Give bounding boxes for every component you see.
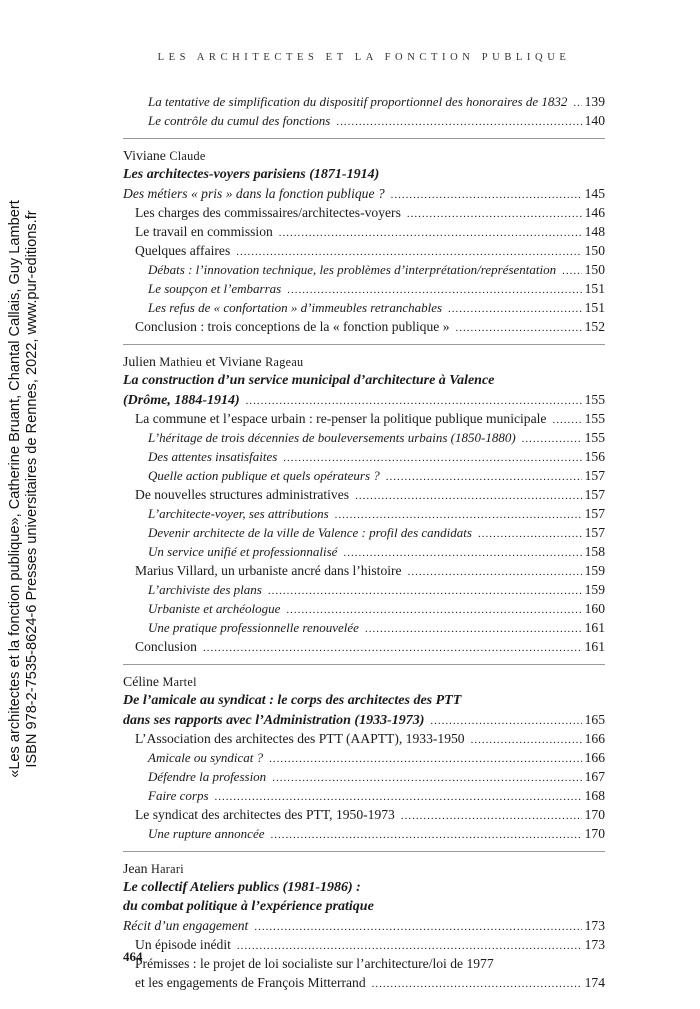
author-surname: Harari — [150, 862, 184, 876]
leader-dots — [562, 262, 582, 281]
toc-entry[interactable] — [123, 317, 605, 336]
page-number: 139 — [584, 94, 605, 109]
leader-dots — [203, 639, 582, 658]
spine-line-1: «Les architectes et la fonction publique», Catherine Bruant, Chantal Callais, Guy Lambert — [7, 200, 23, 778]
page-number: 151 — [584, 281, 605, 296]
leader-dots — [456, 319, 582, 338]
toc-entry[interactable] — [123, 561, 605, 580]
toc-entry[interactable] — [123, 805, 605, 824]
leader-dots — [365, 620, 582, 639]
toc-entry[interactable] — [123, 184, 605, 203]
page-number: 157 — [584, 506, 605, 521]
author-surname: Martel — [162, 675, 197, 689]
entry-title: Débats : l’innovation technique, les problèmes d’interprétation/représentation — [148, 262, 557, 277]
page-number: 148 — [584, 224, 605, 239]
toc-entry[interactable] — [123, 767, 605, 786]
author-surname: Rageau — [265, 355, 304, 369]
entry-title: Le soupçon et l’embarras — [148, 281, 282, 296]
toc-entry[interactable] — [123, 523, 605, 542]
entry-title: Amicale ou syndicat ? — [148, 750, 264, 765]
running-head: LES ARCHITECTES ET LA FONCTION PUBLIQUE — [157, 52, 571, 63]
leader-dots — [448, 300, 582, 319]
leader-dots — [269, 750, 581, 769]
toc-entry[interactable] — [123, 599, 605, 618]
page-number: 155 — [584, 392, 605, 407]
leader-dots — [336, 113, 581, 132]
section-divider — [123, 138, 605, 139]
section-divider — [123, 344, 605, 345]
entry-title: Le contrôle du cumul des fonctions — [148, 113, 331, 128]
entry-title: Faire corps — [148, 788, 209, 803]
page-number: 173 — [584, 918, 605, 933]
page-number: 173 — [584, 937, 605, 952]
toc-entry[interactable] — [123, 409, 605, 428]
page-number: 167 — [584, 769, 605, 784]
toc-entry[interactable] — [123, 580, 605, 599]
toc-entry[interactable] — [123, 279, 605, 298]
page-number: 155 — [584, 411, 605, 426]
entry-title: La commune et l’espace urbain : re-penser la politique publique municipale — [135, 411, 547, 426]
leader-dots — [272, 769, 581, 788]
toc-entry[interactable] — [123, 786, 605, 805]
entry-title: Un épisode inédit — [135, 937, 231, 952]
section-divider — [123, 664, 605, 665]
page-number: 166 — [584, 750, 605, 765]
leader-dots — [401, 807, 582, 826]
leader-dots — [279, 224, 582, 243]
entry-title: Devenir architecte de la ville de Valence : profil des candidats — [148, 525, 472, 540]
toc-entry[interactable] — [123, 260, 605, 279]
leader-dots — [408, 563, 582, 582]
entry-title: Un service unifié et professionnalisé — [148, 544, 338, 559]
toc-entry[interactable] — [123, 954, 605, 973]
chapter-author: Jean Harari — [123, 861, 184, 876]
leader-dots — [372, 975, 582, 994]
toc-entry[interactable] — [123, 222, 605, 241]
entry-title: La tentative de simplification du dispositif proportionnel des honoraires de 1832 — [148, 94, 568, 109]
entry-title: Le syndicat des architectes des PTT, 1950-1973 — [135, 807, 395, 822]
page-number: 145 — [584, 186, 605, 201]
leader-dots — [271, 826, 582, 845]
entry-title: Récit d’un engagement — [123, 918, 249, 933]
entry-title: L’architecte-voyer, ses attributions — [148, 506, 329, 521]
page-number: 150 — [584, 243, 605, 258]
page-number: 159 — [584, 582, 605, 597]
page-number: 151 — [584, 300, 605, 315]
chapter-title[interactable]: dans ses rapports avec l’Administration (1933-1973) ..... 165 — [123, 710, 605, 729]
page-number: 165 — [584, 712, 605, 727]
toc-entry[interactable] — [123, 466, 605, 485]
toc-entry[interactable] — [123, 973, 605, 992]
section-divider — [123, 851, 605, 852]
table-of-contents — [123, 92, 605, 992]
toc-entry[interactable] — [123, 203, 605, 222]
toc-entry[interactable] — [123, 729, 605, 748]
page-number: 155 — [584, 430, 605, 445]
leader-dots — [268, 582, 582, 601]
entry-title: Les refus de « confortation » d’immeubles retranchables — [148, 300, 443, 315]
entry-title: Défendre la profession — [148, 769, 267, 784]
entry-title: Des attentes insatisfaites — [148, 449, 278, 464]
entry-title: Marius Villard, un urbaniste ancré dans l’histoire — [135, 563, 402, 578]
entry-title: Prémisses : le projet de loi socialiste sur l’architecture/loi de 1977 — [135, 956, 494, 971]
leader-dots — [522, 430, 582, 449]
page-number: 157 — [584, 487, 605, 502]
leader-dots — [573, 94, 581, 113]
chapter-title[interactable]: Le collectif Ateliers publics (1981-1986) : — [123, 880, 361, 895]
leader-dots — [471, 731, 582, 750]
toc-entry[interactable] — [123, 92, 605, 111]
chapter-title[interactable]: La construction d’un service municipal d’architecture à Valence — [123, 373, 495, 388]
page-number: 157 — [584, 525, 605, 540]
leader-dots — [355, 487, 582, 506]
toc-entry[interactable] — [123, 935, 605, 954]
leader-dots — [552, 411, 581, 430]
leader-dots — [478, 525, 582, 544]
entry-title: Urbaniste et archéologue — [148, 601, 281, 616]
page-number: 170 — [584, 807, 605, 822]
toc-entry[interactable] — [123, 447, 605, 466]
toc-entry[interactable] — [123, 542, 605, 561]
page-number: 168 — [584, 788, 605, 803]
page-number: 150 — [584, 262, 605, 277]
page-number: 140 — [584, 113, 605, 128]
entry-title: L’Association des architectes des PTT (AAPTT), 1933-1950 — [135, 731, 465, 746]
entry-title: Conclusion : trois conceptions de la « fonction publique » — [135, 319, 450, 334]
toc-entry[interactable] — [123, 916, 605, 935]
entry-title: Quelle action publique et quels opérateurs ? — [148, 468, 380, 483]
entry-title: et les engagements de François Mitterrand — [135, 975, 366, 990]
toc-entry[interactable] — [123, 748, 605, 767]
leader-dots — [407, 205, 582, 224]
page-number: 152 — [584, 319, 605, 334]
toc-entry[interactable] — [123, 241, 605, 260]
page-number: 160 — [584, 601, 605, 616]
entry-title: L’héritage de trois décennies de bouleversements urbains (1850-1880) — [148, 430, 516, 445]
toc-entry[interactable] — [123, 637, 605, 656]
toc-entry[interactable] — [123, 485, 605, 504]
entry-title: Une pratique professionnelle renouvelée — [148, 620, 359, 635]
page-number: 174 — [584, 975, 605, 990]
chapter-title[interactable]: (Drôme, 1884-1914) ..... 155 — [123, 390, 605, 409]
entry-title: L’archiviste des plans — [148, 582, 262, 597]
entry-title: Quelques affaires — [135, 243, 231, 258]
spine-line-2: ISBN 978-2-7535-8624-6 Presses universitaires de Rennes, 2022, www.pur-editions.fr — [24, 210, 40, 768]
toc-entry[interactable] — [123, 111, 605, 130]
entry-title: Une rupture annoncée — [148, 826, 265, 841]
chapter-title[interactable]: Les architectes-voyers parisiens (1871-1914) — [123, 167, 380, 182]
page-number: 170 — [584, 826, 605, 841]
entry-title: Des métiers « pris » dans la fonction publique ? — [123, 186, 385, 201]
page-number: 159 — [584, 563, 605, 578]
leader-dots — [391, 186, 582, 205]
chapter-title[interactable]: De l’amicale au syndicat : le corps des architectes des PTT — [123, 693, 462, 708]
leader-dots — [386, 468, 582, 487]
chapter-author: Céline Martel — [123, 674, 197, 689]
page-folio: 464 — [123, 949, 143, 964]
chapter-author: Julien Mathieu et Viviane Rageau — [123, 354, 304, 369]
page-number: 158 — [584, 544, 605, 559]
page-number: 156 — [584, 449, 605, 464]
toc-entry[interactable] — [123, 504, 605, 523]
toc-entry[interactable] — [123, 618, 605, 637]
entry-title: Les charges des commissaires/architectes-voyers — [135, 205, 401, 220]
leader-dots — [254, 918, 581, 937]
entry-title: De nouvelles structures administratives — [135, 487, 350, 502]
chapter-title[interactable]: du combat politique à l’expérience pratique — [123, 899, 374, 914]
page-number: 157 — [584, 468, 605, 483]
entry-title: Le travail en commission — [135, 224, 273, 239]
author-surname: Claude — [169, 149, 206, 163]
toc-entry[interactable] — [123, 428, 605, 447]
page-number: 166 — [584, 731, 605, 746]
entry-title: Conclusion — [135, 639, 197, 654]
page-number: 161 — [584, 620, 605, 635]
author-surname: Mathieu — [159, 355, 203, 369]
page-number: 146 — [584, 205, 605, 220]
page-number: 161 — [584, 639, 605, 654]
chapter-author: Viviane Claude — [123, 148, 206, 163]
toc-entry[interactable] — [123, 824, 605, 843]
toc-entry[interactable] — [123, 298, 605, 317]
